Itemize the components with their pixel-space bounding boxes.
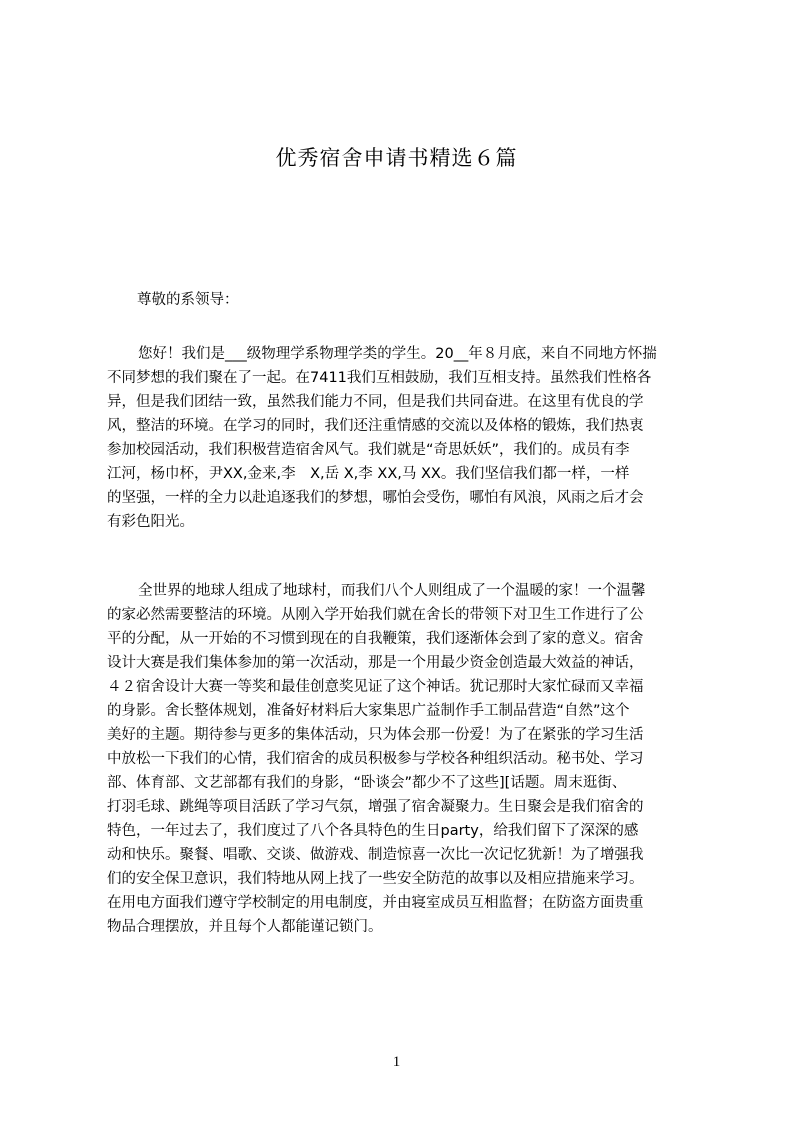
- paragraph-line: 部、体育部、文艺部都有我们的身影，“卧谈会”都少不了这些][话题。周末逛街、: [107, 775, 627, 791]
- paragraph-line: 打羽毛球、跳绳等项目活跃了学习气氛，增强了宿舍凝聚力。生日聚会是我们宿舍的: [107, 799, 644, 815]
- paragraph-line: 不同梦想的我们聚在了一起。在7411我们互相鼓励，我们互相支持。虽然我们性格各: [107, 370, 652, 386]
- paragraph-line: 的家必然需要整洁的环境。从刚入学开始我们就在舍长的带领下对卫生工作进行了公: [107, 607, 644, 623]
- document-title: 优秀宿舍申请书精选６篇: [275, 146, 518, 170]
- paragraph-line: 江河，杨巾杯，尹XX,金来,李 X,岳 X,李 XX,马 XX。我们坚信我们都一样，一样: [107, 466, 630, 482]
- paragraph-line: 的坚强，一样的全力以赴追逐我们的梦想，哪怕会受伤，哪怕有风浪，风雨之后才会: [107, 490, 644, 506]
- paragraph-line: 设计大赛是我们集体参加的第一次活动，那是一个用最少资金创造最大效益的神话，: [107, 655, 644, 671]
- paragraph-2: [107, 579, 699, 939]
- paragraph-line: 有彩色阳光。: [107, 514, 194, 530]
- paragraph-1: [107, 342, 699, 534]
- paragraph-line: 风，整洁的环境。在学习的同时，我们还注重情感的交流以及体格的锻炼，我们热衷: [107, 418, 644, 434]
- paragraph-line: 您好！我们是___级物理学系物理学类的学生。20__年８月底，来自不同地方怀揣: [138, 346, 657, 362]
- paragraph-line: 参加校园活动，我们积极营造宿舍风气。我们就是“奇思妖妖”，我们的。成员有李: [107, 442, 630, 458]
- paragraph-line: 平的分配，从一开始的不习惯到现在的自我鞭策，我们逐渐体会到了家的意义。宿舍: [107, 631, 644, 647]
- page-number: 1: [392, 1054, 401, 1070]
- paragraph-line: 物品合理摆放，并且每个人都能谨记锁门。: [107, 919, 383, 935]
- paragraph-line: 特色，一年过去了，我们度过了八个各具特色的生日party，给我们留下了深深的感: [107, 823, 639, 839]
- paragraph-line: 中放松一下我们的心情，我们宿舍的成员积极参与学校各种组织活动。秘书处、学习: [107, 751, 644, 767]
- paragraph-line: 们的安全保卫意识，我们特地从网上找了一些安全防范的故事以及相应措施来学习。: [107, 871, 644, 887]
- paragraph-line: 的身影。舍长整体规划，准备好材料后大家集思广益制作手工制品营造“自然”这个: [107, 703, 630, 719]
- paragraph-line: 异，但是我们团结一致，虽然我们能力不同，但是我们共同奋进。在这里有优良的学: [107, 394, 644, 410]
- paragraph-line: 全世界的地球人组成了地球村，而我们八个人则组成了一个温暖的家！一个温馨: [138, 583, 646, 599]
- salutation: 尊敬的系领导：: [137, 292, 239, 308]
- paragraph-line: 美好的主题。期待参与更多的集体活动，只为体会那一份爱！为了在紧张的学习生活: [107, 727, 644, 743]
- paragraph-line: 在用电方面我们遵守学校制定的用电制度，并由寝室成员互相监督；在防盗方面贵重: [107, 895, 644, 911]
- paragraph-line: ４２宿舍设计大赛一等奖和最佳创意奖见证了这个神话。犹记那时大家忙碌而又幸福: [107, 679, 644, 695]
- paragraph-line: 动和快乐。聚餐、唱歌、交谈、做游戏、制造惊喜一次比一次记忆犹新！为了增强我: [107, 847, 644, 863]
